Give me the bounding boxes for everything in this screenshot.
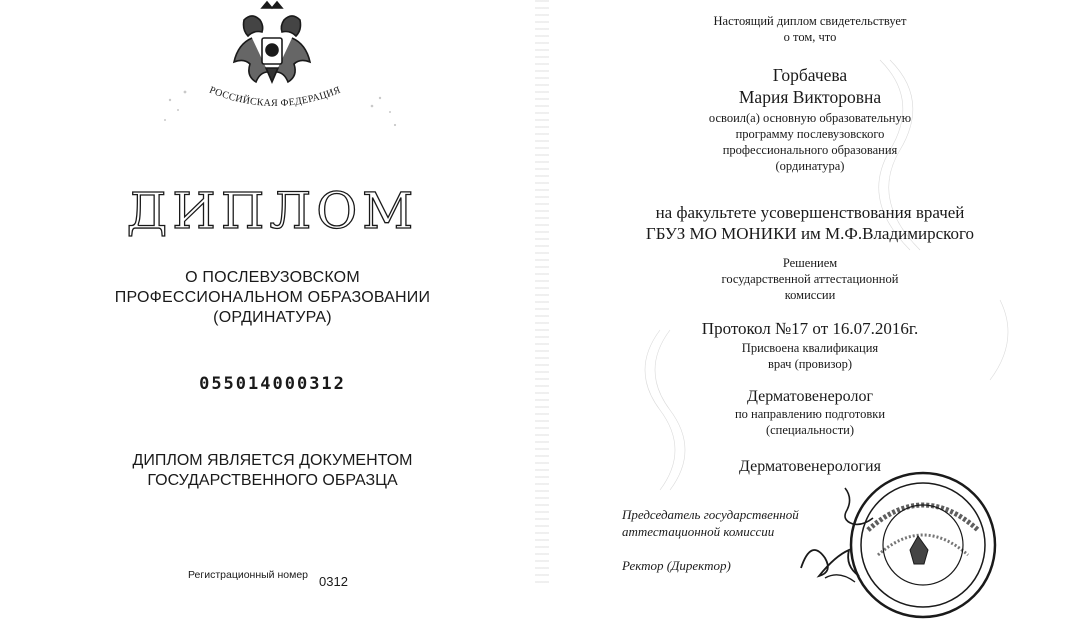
protocol-line: Протокол №17 от 16.07.2016г. <box>701 319 919 338</box>
graduate-surname: Горбачева <box>772 65 848 85</box>
program-text <box>670 110 950 174</box>
subtitle-line: ПРОФЕССИОНАЛЬНОМ ОБРАЗОВАНИИ <box>114 289 431 306</box>
intro-text <box>690 13 930 45</box>
faculty-text <box>580 202 1040 244</box>
institution-line: ГБУЗ МО МОНИКИ им М.Ф.Владимирского <box>645 224 975 243</box>
chairman-line: Председатель государственной <box>622 507 799 522</box>
notice-line: ГОСУДАРСТВЕННОГО ОБРАЗЦА <box>147 472 398 489</box>
svg-text:РОССИЙСКАЯ ФЕДЕРАЦИЯ: РОССИЙСКАЯ ФЕДЕРАЦИЯ <box>207 84 343 110</box>
direction-text <box>690 406 930 438</box>
decision-line: комиссии <box>784 288 836 302</box>
direction-line: (специальности) <box>765 423 855 437</box>
diploma-title: ДИПЛОМ <box>126 182 419 240</box>
qualification-text <box>690 340 930 372</box>
emblem-caption-arc <box>190 50 360 120</box>
registration-label: Регистрационный номер <box>188 569 308 581</box>
diploma-subtitle <box>0 268 545 328</box>
qualification-specialty: Дерматовенеролог <box>746 388 873 405</box>
program-line: освоил(а) основную образовательную <box>708 111 912 125</box>
program-line: программу послевузовского <box>735 127 885 141</box>
rector-label: Ректор (Директор) <box>622 558 731 573</box>
subtitle-line: (ОРДИНАТУРА) <box>213 309 332 326</box>
decision-line: государственной аттестационной <box>721 272 899 286</box>
qualification-line: врач (провизор) <box>767 357 853 371</box>
direction-line: по направлению подготовки <box>734 407 886 421</box>
intro-line: о том, что <box>783 30 837 44</box>
program-line: (ординатура) <box>775 159 845 173</box>
program-line: профессионального образования <box>722 143 898 157</box>
intro-line: Настоящий диплом свидетельствует <box>713 14 907 28</box>
qualification-line: Присвоена квалификация <box>741 341 879 355</box>
institution-seal-icon <box>848 470 998 620</box>
commission-decision <box>690 255 930 303</box>
serial-number: 055014000312 <box>199 374 346 394</box>
subtitle-line: О ПОСЛЕВУЗОВСКОМ <box>185 269 360 286</box>
decision-line: Решением <box>782 256 838 270</box>
specialty-field: Дерматовенерология <box>739 458 881 475</box>
chairman-label <box>622 506 799 540</box>
chairman-line: аттестационной комиссии <box>622 524 775 539</box>
diploma-cover-page <box>0 0 540 589</box>
faculty-line: на факультете усовершенствования врачей <box>655 203 965 222</box>
registration-number: 0312 <box>319 574 348 589</box>
notice-line: ДИПЛОМ ЯВЛЯЕТСЯ ДОКУМЕНТОМ <box>132 452 413 469</box>
graduate-name: Мария Викторовна <box>738 87 882 107</box>
state-document-notice <box>0 451 545 491</box>
